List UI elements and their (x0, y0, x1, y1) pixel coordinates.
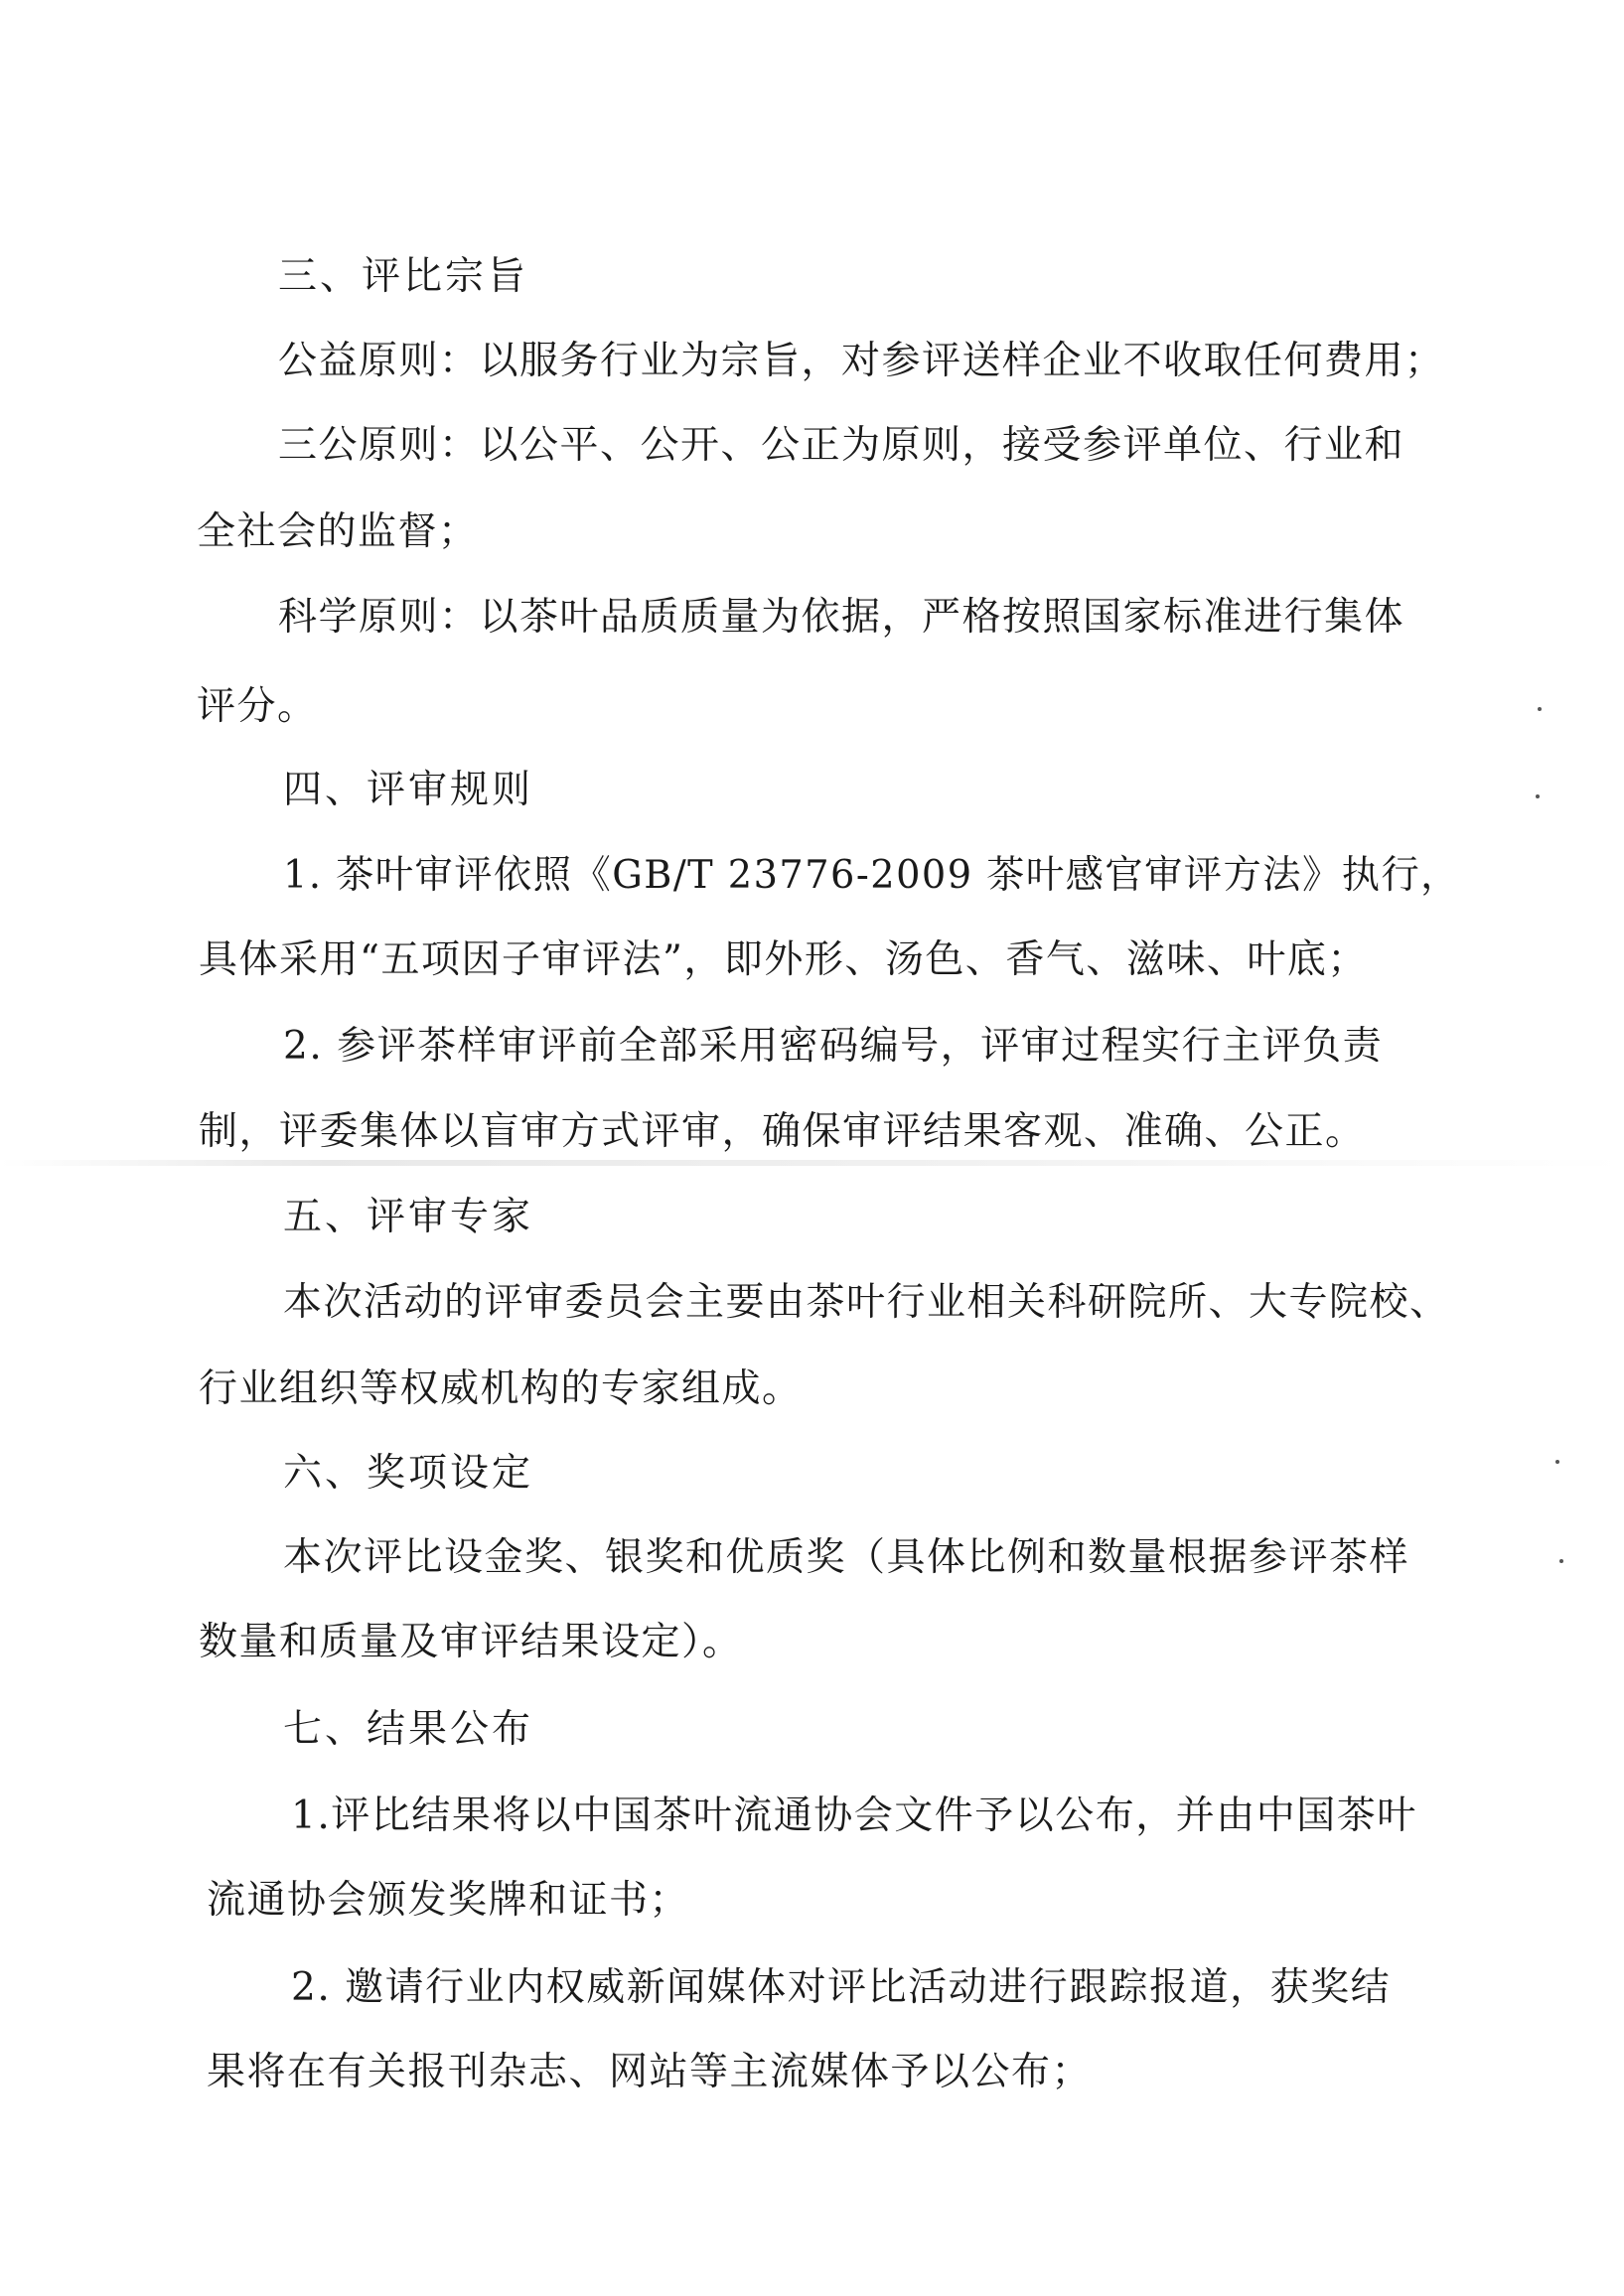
publish-item-1-line1: 1.评比结果将以中国茶叶流通协会文件予以公布，并由中国茶叶 (291, 1794, 1417, 1838)
awards-paragraph-line1: 本次评比设金奖、银奖和优质奖（具体比例和数量根据参评茶样 (283, 1535, 1410, 1580)
section-heading-4: 四、评审规则 (283, 768, 534, 812)
scan-speck (1555, 1460, 1559, 1464)
section-heading-7: 七、结果公布 (283, 1707, 534, 1752)
section-heading-5: 五、评审专家 (283, 1195, 534, 1239)
publish-item-2-line2: 果将在有关报刊杂志、网站等主流媒体予以公布； (207, 2050, 1093, 2094)
section-heading-3: 三、评比宗旨 (278, 254, 529, 299)
rule-item-1-line2: 具体采用“五项因子审评法”，即外形、汤色、香气、滋味、叶底； (199, 937, 1368, 982)
awards-paragraph-line2: 数量和质量及审评结果设定）。 (199, 1620, 743, 1664)
paragraph-science-principle-line1: 科学原则：以茶叶品质质量为依据，严格按照国家标准进行集体 (278, 595, 1405, 640)
rule-item-2-line1: 2. 参评茶样审评前全部采用密码编号，评审过程实行主评负责 (283, 1024, 1384, 1069)
experts-paragraph-line1: 本次活动的评审委员会主要由茶叶行业相关科研院所、大专院校、 (283, 1280, 1450, 1325)
scan-artifact-streak (0, 1160, 1624, 1166)
paragraph-three-principles-line1: 三公原则：以公平、公开、公正为原则，接受参评单位、行业和 (278, 423, 1405, 468)
rule-item-1-line1: 1. 茶叶审评依照《GB/T 23776-2009 茶叶感官审评方法》执行， (283, 853, 1460, 898)
section-heading-6: 六、奖项设定 (283, 1451, 534, 1496)
rule-item-2-line2: 制，评委集体以盲审方式评审，确保审评结果客观、准确、公正。 (199, 1109, 1366, 1154)
publish-item-2-line1: 2. 邀请行业内权威新闻媒体对评比活动进行跟踪报道，获奖结 (291, 1965, 1392, 2010)
publish-item-1-line2: 流通协会颁发奖牌和证书； (207, 1878, 690, 1923)
paragraph-science-principle-line2: 评分。 (197, 684, 318, 729)
scan-speck (1538, 707, 1542, 711)
experts-paragraph-line2: 行业组织等权威机构的专家组成。 (199, 1366, 803, 1411)
scan-speck (1559, 1559, 1563, 1563)
scan-speck (1536, 794, 1540, 798)
paragraph-public-welfare: 公益原则：以服务行业为宗旨，对参评送样企业不收取任何费用； (278, 339, 1445, 383)
paragraph-three-principles-line2: 全社会的监督； (197, 509, 479, 554)
